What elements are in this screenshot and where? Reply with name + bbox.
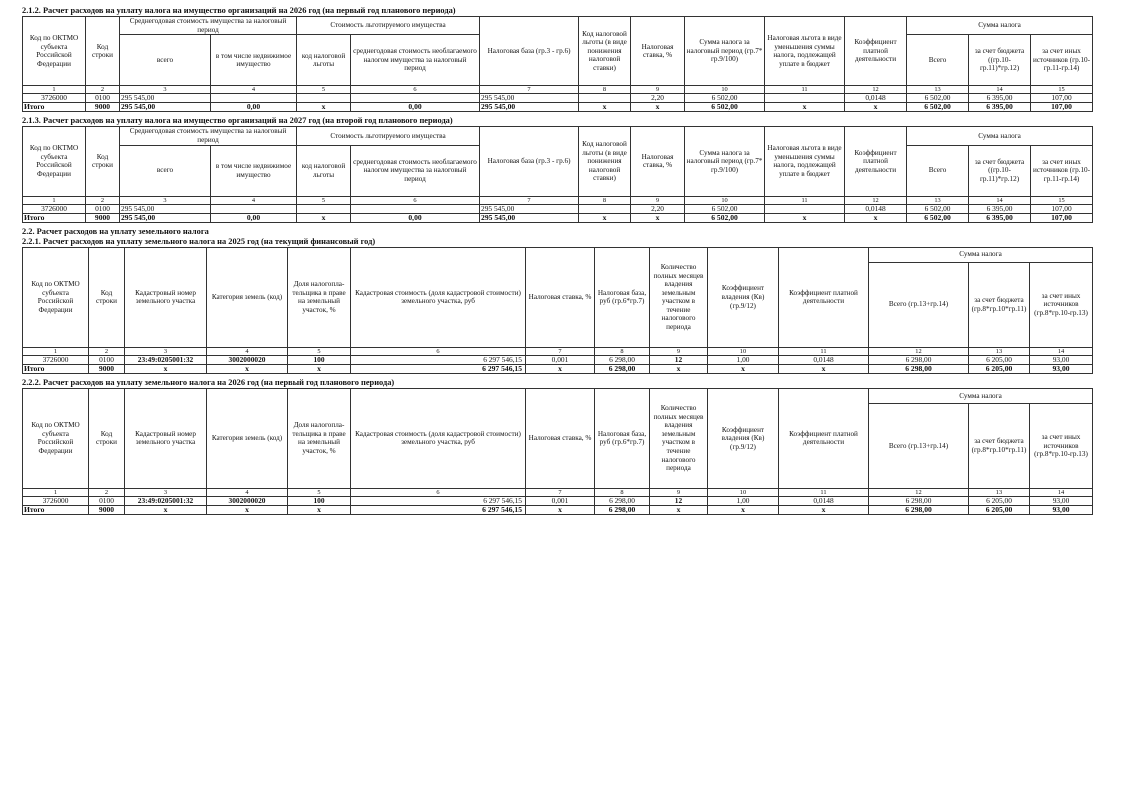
col-num: 15 xyxy=(1031,196,1093,204)
cell: 6 395,00 xyxy=(969,213,1031,222)
hdr-exempt-avg: среднегодовая стоимость необлагаемого налогом имущества за налоговый период xyxy=(351,35,480,86)
col-num: 9 xyxy=(631,196,685,204)
cell: 0,00 xyxy=(351,213,480,222)
hdr-sum-total: Всего xyxy=(907,145,969,196)
cell: 0,00 xyxy=(211,103,297,112)
col-num: 11 xyxy=(779,347,869,355)
hdr-oktmo: Код по ОКТМО субъекта Российской Федерации xyxy=(23,127,86,196)
hdr-oktmo: Код по ОКТМО субъекта Российской Федерации xyxy=(23,247,89,347)
cell: 3726000 xyxy=(23,355,89,364)
cell: 23:49:0205001:32 xyxy=(125,355,207,364)
cell: 6 298,00 xyxy=(595,497,650,506)
cell: 0100 xyxy=(86,204,120,213)
col-num: 2 xyxy=(89,488,125,496)
hdr-avg-total: всего xyxy=(120,145,211,196)
hdr-months: Количество полных месяцев владения земельным участком в течение налогового периода xyxy=(650,247,708,347)
hdr-sum: Сумма налога xyxy=(869,247,1093,262)
hdr-exempt-code: код налоговой льготы xyxy=(297,35,351,86)
cell: 6 297 546,15 xyxy=(351,364,526,373)
hdr-rate: Налоговая ставка, % xyxy=(526,247,595,347)
col-num: 3 xyxy=(120,196,211,204)
hdr-avg-total: всего xyxy=(120,35,211,86)
hdr-oktmo: Код по ОКТМО субъекта Российской Федерации xyxy=(23,17,86,86)
hdr-paid-coef: Коэффициент платной деятельности xyxy=(779,388,869,488)
cell: 6 298,00 xyxy=(595,355,650,364)
cell: Итого xyxy=(23,103,86,112)
col-num: 7 xyxy=(526,347,595,355)
hdr-base: Налоговая база (гр.3 - гр.6) xyxy=(480,127,579,196)
hdr-avg-cost: Среднегодовая стоимость имущества за налоговый период xyxy=(120,127,297,145)
cell: х xyxy=(765,103,845,112)
cell: х xyxy=(779,506,869,515)
cell: 3726000 xyxy=(23,204,86,213)
hdr-sum: Сумма налога xyxy=(869,388,1093,403)
cell: 6 205,00 xyxy=(969,506,1030,515)
cell: х xyxy=(297,213,351,222)
hdr-rate: Налоговая ставка, % xyxy=(526,388,595,488)
cell: 12 xyxy=(650,355,708,364)
cell: 6 502,00 xyxy=(907,213,969,222)
cell: х xyxy=(631,213,685,222)
hdr-rate: Налоговая ставка, % xyxy=(631,17,685,86)
col-num: 13 xyxy=(969,347,1030,355)
cell: 0,0148 xyxy=(779,497,869,506)
cell: 6 502,00 xyxy=(907,94,969,103)
cell: 0,00 xyxy=(211,213,297,222)
cell: 93,00 xyxy=(1030,497,1093,506)
cell: х xyxy=(631,103,685,112)
cell: 3726000 xyxy=(23,497,89,506)
hdr-own-coef: Коэффициент владения (Кв) (гр.9/12) xyxy=(708,388,779,488)
cell xyxy=(351,94,480,103)
section-title-2-2: 2.2. Расчет расходов на уплату земельного налога xyxy=(22,226,209,236)
col-num: 7 xyxy=(480,196,579,204)
cell: х xyxy=(297,103,351,112)
cell: 107,00 xyxy=(1031,213,1093,222)
cell: х xyxy=(579,103,631,112)
table-row xyxy=(23,497,1093,506)
col-num: 4 xyxy=(211,196,297,204)
cell xyxy=(579,204,631,213)
col-num: 10 xyxy=(708,347,779,355)
total-row xyxy=(23,364,1093,373)
table-row xyxy=(23,204,1093,213)
hdr-cad-cost: Кадастровая стоимость (доля кадастровой стоимости) земельного участка, руб xyxy=(351,247,526,347)
col-num: 13 xyxy=(969,488,1030,496)
col-num: 1 xyxy=(23,196,86,204)
cell: 107,00 xyxy=(1031,204,1093,213)
cell xyxy=(211,204,297,213)
cell: х xyxy=(207,364,288,373)
cell: х xyxy=(650,364,708,373)
hdr-share: Доля налогопла-тельщика в праве на земельный участок, % xyxy=(288,247,351,347)
cell xyxy=(297,204,351,213)
col-num: 5 xyxy=(297,86,351,94)
hdr-sum-budget: за счет бюджета ((гр.10-гр.11)*гр.12) xyxy=(969,35,1031,86)
cell: 6 395,00 xyxy=(969,204,1031,213)
col-num: 13 xyxy=(907,196,969,204)
cell: 6 205,00 xyxy=(969,355,1030,364)
cell: 6 205,00 xyxy=(969,364,1030,373)
cell: 6 298,00 xyxy=(869,497,969,506)
cell: х xyxy=(288,364,351,373)
section-title-2-2-1: 2.2.1. Расчет расходов на уплату земельного налога на 2025 год (на текущий финансовый год) xyxy=(22,236,376,246)
cell: х xyxy=(125,364,207,373)
cell: 6 395,00 xyxy=(969,94,1031,103)
cell: 6 502,00 xyxy=(685,204,765,213)
col-num: 14 xyxy=(969,196,1031,204)
cell: 6 205,00 xyxy=(969,497,1030,506)
col-num: 8 xyxy=(579,196,631,204)
cell: Итого xyxy=(23,364,89,373)
hdr-share: Доля налогопла-тельщика в праве на земельный участок, % xyxy=(288,388,351,488)
cell: 2,20 xyxy=(631,94,685,103)
col-num: 11 xyxy=(765,86,845,94)
hdr-base-code: Код налоговой льготы (в виде понижения налоговой ставки) xyxy=(579,17,631,86)
cell: 93,00 xyxy=(1030,364,1093,373)
col-num: 4 xyxy=(211,86,297,94)
hdr-coef: Коэффициент платной деятельности xyxy=(845,17,907,86)
hdr-code: Код строки xyxy=(86,17,120,86)
col-num: 2 xyxy=(86,86,120,94)
cell: 6 298,00 xyxy=(869,506,969,515)
cell: 6 502,00 xyxy=(685,103,765,112)
cell: 0,001 xyxy=(526,497,595,506)
col-num: 11 xyxy=(779,488,869,496)
col-num: 4 xyxy=(207,488,288,496)
col-num: 8 xyxy=(579,86,631,94)
cell xyxy=(297,94,351,103)
column-numbers xyxy=(23,86,1093,94)
cell: Итого xyxy=(23,213,86,222)
cell: 6 298,00 xyxy=(595,506,650,515)
hdr-paid-coef: Коэффициент платной деятельности xyxy=(779,247,869,347)
hdr-tax-sum: Сумма налога за налоговый период (гр.7* гр.9/100) xyxy=(685,17,765,86)
cell: х xyxy=(845,213,907,222)
hdr-code: Код строки xyxy=(89,247,125,347)
hdr-exempt: Стоимость льготируемого имущества xyxy=(297,17,480,35)
cell: 295 545,00 xyxy=(480,213,579,222)
column-numbers xyxy=(23,196,1093,204)
col-num: 10 xyxy=(708,488,779,496)
hdr-base: Налоговая база, руб (гр.6*гр.7) xyxy=(595,388,650,488)
col-num: 10 xyxy=(685,86,765,94)
col-num: 5 xyxy=(297,196,351,204)
section-title-2-2-2: 2.2.2. Расчет расходов на уплату земельного налога на 2026 год (на первый год планового периода) xyxy=(22,377,395,387)
cell: 6 502,00 xyxy=(907,103,969,112)
col-num: 7 xyxy=(526,488,595,496)
cell: 3002000020 xyxy=(207,497,288,506)
cell: 3726000 xyxy=(23,94,86,103)
col-num: 7 xyxy=(480,86,579,94)
property-tax-table-2026 xyxy=(22,16,1093,112)
cell: х xyxy=(526,364,595,373)
hdr-exempt-avg: среднегодовая стоимость необлагаемого налогом имущества за налоговый период xyxy=(351,145,480,196)
hdr-sum-total: Всего (гр.13+гр.14) xyxy=(869,403,969,488)
hdr-relief: Налоговая льгота в виде уменьшения суммы налога, подлежащей уплате в бюджет xyxy=(765,127,845,196)
hdr-base: Налоговая база, руб (гр.6*гр.7) xyxy=(595,247,650,347)
cell: 0,0148 xyxy=(779,355,869,364)
col-num: 3 xyxy=(120,86,211,94)
cell: 100 xyxy=(288,497,351,506)
cell xyxy=(351,204,480,213)
hdr-code: Код строки xyxy=(86,127,120,196)
property-tax-table-2027 xyxy=(22,126,1093,222)
cell: х xyxy=(708,506,779,515)
cell: х xyxy=(650,506,708,515)
col-num: 12 xyxy=(845,196,907,204)
hdr-sum-other: за счет иных источников (гр.8*гр.10-гр.13) xyxy=(1030,403,1093,488)
col-num: 2 xyxy=(89,347,125,355)
col-num: 13 xyxy=(907,86,969,94)
cell xyxy=(765,204,845,213)
col-num: 6 xyxy=(351,86,480,94)
hdr-sum-budget: за счет бюджета ((гр.10-гр.11)*гр.12) xyxy=(969,145,1031,196)
table-row xyxy=(23,94,1093,103)
col-num: 12 xyxy=(869,347,969,355)
hdr-category: Категория земель (код) xyxy=(207,388,288,488)
hdr-rate: Налоговая ставка, % xyxy=(631,127,685,196)
cell: х xyxy=(125,506,207,515)
cell: х xyxy=(288,506,351,515)
cell: 107,00 xyxy=(1031,94,1093,103)
hdr-sum-total: Всего (гр.13+гр.14) xyxy=(869,262,969,347)
cell: 6 395,00 xyxy=(969,103,1031,112)
total-row xyxy=(23,213,1093,222)
hdr-avg-realty: в том числе недвижимое имущество xyxy=(211,145,297,196)
cell: 9000 xyxy=(89,506,125,515)
cell: 0,001 xyxy=(526,355,595,364)
hdr-sum-other: за счет иных источников (гр.10-гр.11-гр.14) xyxy=(1031,145,1093,196)
column-numbers xyxy=(23,488,1093,496)
hdr-sum-budget: за счет бюджета (гр.8*гр.10*гр.11) xyxy=(969,262,1030,347)
hdr-months: Количество полных месяцев владения земельным участком в течение налогового периода xyxy=(650,388,708,488)
hdr-sum-total: Всего xyxy=(907,35,969,86)
cell: 295 545,00 xyxy=(480,94,579,103)
col-num: 1 xyxy=(23,347,89,355)
cell: х xyxy=(579,213,631,222)
col-num: 4 xyxy=(207,347,288,355)
cell: х xyxy=(779,364,869,373)
hdr-exempt-code: код налоговой льготы xyxy=(297,145,351,196)
cell: х xyxy=(708,364,779,373)
hdr-own-coef: Коэффициент владения (Кв) (гр.9/12) xyxy=(708,247,779,347)
hdr-oktmo: Код по ОКТМО субъекта Российской Федерации xyxy=(23,388,89,488)
cell: 6 502,00 xyxy=(685,213,765,222)
col-num: 8 xyxy=(595,488,650,496)
hdr-sum: Сумма налога xyxy=(907,17,1093,35)
cell: 0100 xyxy=(86,94,120,103)
section-title-2-1-3: 2.1.3. Расчет расходов на уплату налога на имущество организаций на 2027 год (на второй год планового периода) xyxy=(22,116,453,126)
hdr-sum-budget: за счет бюджета (гр.8*гр.10*гр.11) xyxy=(969,403,1030,488)
cell: х xyxy=(845,103,907,112)
col-num: 14 xyxy=(1030,347,1093,355)
cell: 0100 xyxy=(89,497,125,506)
section-title-2-1-2: 2.1.2. Расчет расходов на уплату налога на имущество организаций на 2026 год (на первый год планового периода) xyxy=(22,6,456,15)
cell: х xyxy=(765,213,845,222)
hdr-base: Налоговая база (гр.3 - гр.6) xyxy=(480,17,579,86)
hdr-cad-cost: Кадастровая стоимость (доля кадастровой стоимости) земельного участка, руб xyxy=(351,388,526,488)
cell xyxy=(579,94,631,103)
cell: 295 545,00 xyxy=(120,213,211,222)
col-num: 5 xyxy=(288,488,351,496)
hdr-cadastral: Кадастровый номер земельного участка xyxy=(125,388,207,488)
cell: 6 502,00 xyxy=(685,94,765,103)
hdr-relief: Налоговая льгота в виде уменьшения суммы налога, подлежащей уплате в бюджет xyxy=(765,17,845,86)
cell: 295 545,00 xyxy=(480,204,579,213)
col-num: 12 xyxy=(869,488,969,496)
cell: 3002000020 xyxy=(207,355,288,364)
total-row xyxy=(23,506,1093,515)
cell: 295 545,00 xyxy=(120,94,211,103)
hdr-avg-realty: в том числе недвижимое имущество xyxy=(211,35,297,86)
col-num: 11 xyxy=(765,196,845,204)
cell: 0,00 xyxy=(351,103,480,112)
cell: 295 545,00 xyxy=(120,204,211,213)
cell: 9000 xyxy=(89,364,125,373)
cell: 6 298,00 xyxy=(595,364,650,373)
col-num: 3 xyxy=(125,347,207,355)
cell: 6 297 546,15 xyxy=(351,506,526,515)
cell: 0100 xyxy=(89,355,125,364)
cell: 0,0148 xyxy=(845,94,907,103)
cell: 1,00 xyxy=(708,497,779,506)
col-num: 6 xyxy=(351,196,480,204)
hdr-avg-cost: Среднегодовая стоимость имущества за налоговый период xyxy=(120,17,297,35)
col-num: 3 xyxy=(125,488,207,496)
cell: 107,00 xyxy=(1031,103,1093,112)
col-num: 9 xyxy=(650,488,708,496)
cell: х xyxy=(526,506,595,515)
column-numbers xyxy=(23,347,1093,355)
col-num: 6 xyxy=(351,347,526,355)
cell: 12 xyxy=(650,497,708,506)
cell: 1,00 xyxy=(708,355,779,364)
cell: 6 298,00 xyxy=(869,364,969,373)
hdr-code: Код строки xyxy=(89,388,125,488)
col-num: 10 xyxy=(685,196,765,204)
document-page xyxy=(22,6,1092,515)
col-num: 1 xyxy=(23,86,86,94)
land-tax-table-2025 xyxy=(22,247,1093,374)
col-num: 1 xyxy=(23,488,89,496)
col-num: 9 xyxy=(650,347,708,355)
cell: 93,00 xyxy=(1030,355,1093,364)
col-num: 14 xyxy=(1030,488,1093,496)
cell: 6 297 546,15 xyxy=(351,497,526,506)
cell: 6 297 546,15 xyxy=(351,355,526,364)
cell: х xyxy=(207,506,288,515)
hdr-category: Категория земель (код) xyxy=(207,247,288,347)
hdr-coef: Коэффициент платной деятельности xyxy=(845,127,907,196)
hdr-tax-sum: Сумма налога за налоговый период (гр.7* гр.9/100) xyxy=(685,127,765,196)
cell: 295 545,00 xyxy=(480,103,579,112)
cell: 93,00 xyxy=(1030,506,1093,515)
col-num: 14 xyxy=(969,86,1031,94)
hdr-cadastral: Кадастровый номер земельного участка xyxy=(125,247,207,347)
total-row xyxy=(23,103,1093,112)
hdr-exempt: Стоимость льготируемого имущества xyxy=(297,127,480,145)
col-num: 2 xyxy=(86,196,120,204)
col-num: 9 xyxy=(631,86,685,94)
cell: 100 xyxy=(288,355,351,364)
cell: 23:49:0205001:32 xyxy=(125,497,207,506)
table-row xyxy=(23,355,1093,364)
hdr-sum-other: за счет иных источников (гр.8*гр.10-гр.13) xyxy=(1030,262,1093,347)
col-num: 8 xyxy=(595,347,650,355)
cell xyxy=(765,94,845,103)
land-tax-table-2026 xyxy=(22,388,1093,515)
cell: 9000 xyxy=(86,103,120,112)
cell: 2,20 xyxy=(631,204,685,213)
hdr-base-code: Код налоговой льготы (в виде понижения налоговой ставки) xyxy=(579,127,631,196)
col-num: 12 xyxy=(845,86,907,94)
cell: 295 545,00 xyxy=(120,103,211,112)
col-num: 6 xyxy=(351,488,526,496)
hdr-sum-other: за счет иных источников (гр.10-гр.11-гр.14) xyxy=(1031,35,1093,86)
col-num: 15 xyxy=(1031,86,1093,94)
cell: Итого xyxy=(23,506,89,515)
cell: 6 502,00 xyxy=(907,204,969,213)
hdr-sum: Сумма налога xyxy=(907,127,1093,145)
col-num: 5 xyxy=(288,347,351,355)
cell: 6 298,00 xyxy=(869,355,969,364)
cell: 0,0148 xyxy=(845,204,907,213)
cell: 9000 xyxy=(86,213,120,222)
cell xyxy=(211,94,297,103)
